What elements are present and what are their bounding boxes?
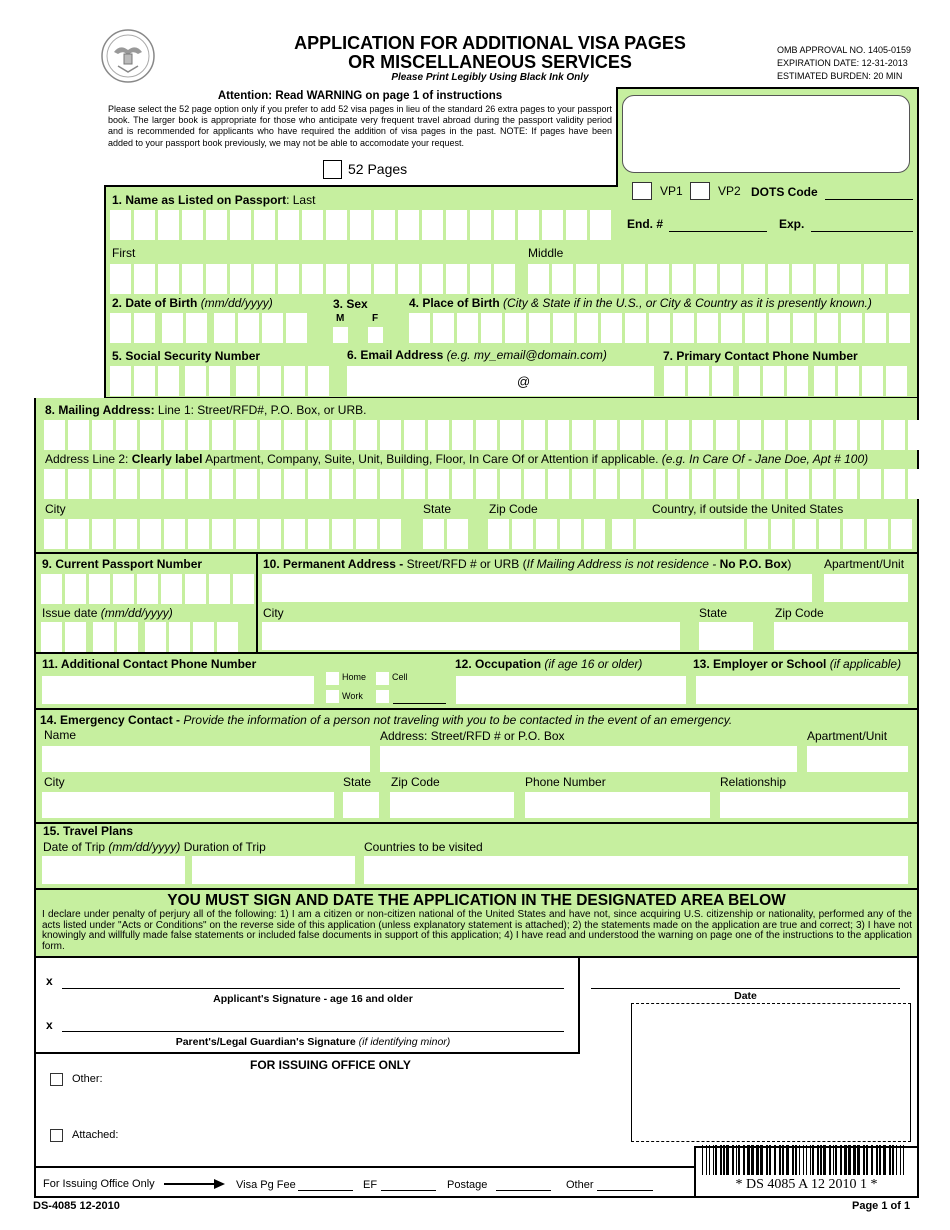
- other-fee-label: Other: [566, 1179, 594, 1191]
- divider-15: [34, 822, 919, 824]
- expiry-label: Exp.: [779, 217, 805, 231]
- dob-input[interactable]: [110, 313, 307, 343]
- fee-divider: [34, 1166, 694, 1168]
- home-label: Home: [342, 672, 367, 682]
- state-department-seal: [100, 28, 156, 84]
- divider-11: [34, 652, 919, 654]
- sig-divider: [578, 958, 580, 1054]
- page-number: Page 1 of 1: [852, 1200, 911, 1212]
- emergency-state-label: State: [343, 775, 372, 789]
- emergency-address-input[interactable]: [380, 746, 797, 772]
- office-photo-top: [631, 1003, 911, 1004]
- mailing-line1-input[interactable]: [44, 420, 929, 450]
- office-photo-box: [631, 1004, 911, 1142]
- applicant-signature-line[interactable]: [62, 988, 564, 989]
- other-phone-checkbox[interactable]: [376, 690, 389, 703]
- permanent-zip-input[interactable]: [774, 622, 908, 650]
- visa-fee-line[interactable]: [298, 1190, 353, 1191]
- form-title: APPLICATION FOR ADDITIONAL VISA PAGES OR MISCELLANEOUS SERVICES: [294, 33, 686, 72]
- emergency-name-label: Name: [44, 728, 77, 742]
- travel-plans-label: 15. Travel Plans: [43, 824, 134, 838]
- dots-code-label: DOTS Code: [751, 185, 818, 199]
- mailing-state-label: State: [423, 502, 452, 516]
- vp1-label: VP1: [660, 184, 683, 198]
- passport-number-label: 9. Current Passport Number: [42, 557, 203, 571]
- omb-info: OMB APPROVAL NO. 1405-0159 EXPIRATION DATE: 12-31-2013 ESTIMATED BURDEN: 20 MIN: [777, 45, 912, 81]
- visa-fee-label: Visa Pg Fee: [236, 1179, 296, 1191]
- issue-date-label: Issue date (mm/dd/yyyy): [42, 606, 173, 620]
- additional-phone-label: 11. Additional Contact Phone Number: [42, 657, 257, 671]
- barcode: [700, 1145, 910, 1175]
- work-label: Work: [342, 691, 363, 701]
- issue-date-input[interactable]: [41, 622, 238, 652]
- emergency-phone-label: Phone Number: [525, 775, 606, 789]
- ssn-label: 5. Social Security Number: [112, 349, 261, 363]
- permanent-zip-label: Zip Code: [775, 606, 824, 620]
- 52-pages-checkbox[interactable]: [323, 160, 342, 179]
- postage-line[interactable]: [496, 1190, 551, 1191]
- first-name-input[interactable]: [110, 264, 515, 294]
- permanent-state-input[interactable]: [699, 622, 753, 650]
- emergency-apt-label: Apartment/Unit: [807, 729, 888, 743]
- sig-x-2: x: [46, 1018, 53, 1032]
- first-name-label: First: [112, 246, 136, 260]
- sex-f-checkbox[interactable]: [368, 327, 383, 343]
- emergency-city-label: City: [44, 775, 65, 789]
- sig-x-1: x: [46, 974, 53, 988]
- notice-title: Attention: Read WARNING on page 1 of instructions: [217, 90, 503, 102]
- guardian-signature-line[interactable]: [62, 1031, 564, 1032]
- mailing-line2-input[interactable]: [44, 469, 929, 499]
- notice-text: Please select the 52 page option only if you prefer to add 52 visa pages in lieu of the standard 26 extra pages to your passport book. The larger book is appropriate for those who anticipate very frequent travel abroad during the passport validity period and is recommended for applicants who have required the addition of visa pages in the past. NOTE: If pages have been added to your passport book previously, we may not be able to accomodate your request.: [108, 104, 612, 148]
- sex-f-label: F: [372, 313, 379, 324]
- email-input[interactable]: [347, 366, 654, 396]
- cell-checkbox[interactable]: [376, 672, 389, 685]
- mailing-city-input[interactable]: [44, 519, 401, 549]
- passport-number-input[interactable]: [41, 574, 254, 604]
- sex-m-label: M: [336, 313, 345, 324]
- arrow-right-icon: [164, 1178, 226, 1190]
- ef-label: EF: [363, 1179, 378, 1191]
- emergency-zip-input[interactable]: [390, 792, 514, 818]
- mailing-line2-label: Address Line 2: Clearly label Apartment, Company, Suite, Unit, Building, Floor, In Care Of or Attention if applicable. (e.g. In Care Of - Jane Doe, Apt # 100): [45, 452, 869, 466]
- form-number: DS-4085 12-2010: [33, 1200, 120, 1212]
- mailing-label: 8. Mailing Address: Line 1: Street/RFD#, P.O. Box, or URB.: [45, 403, 367, 417]
- sig-bottom: [34, 1052, 580, 1054]
- permanent-city-input[interactable]: [262, 622, 680, 650]
- phone-input[interactable]: [664, 366, 907, 396]
- bottom-border: [34, 1196, 919, 1198]
- employer-label: 13. Employer or School (if applicable): [693, 657, 902, 671]
- name-label: 1. Name as Listed on Passport: Last: [112, 193, 316, 207]
- expiry-line[interactable]: [811, 231, 913, 232]
- dob-label: 2. Date of Birth (mm/dd/yyyy): [112, 296, 273, 310]
- form-subtitle: Please Print Legibly Using Black Ink Only: [391, 72, 589, 83]
- sex-m-checkbox[interactable]: [333, 327, 348, 343]
- trip-duration-input[interactable]: [192, 856, 355, 884]
- endorsement-label: End. #: [627, 217, 664, 231]
- emergency-name-input[interactable]: [42, 746, 370, 772]
- additional-phone-input[interactable]: [42, 676, 314, 704]
- mailing-city-label: City: [45, 502, 66, 516]
- countries-input[interactable]: [364, 856, 908, 884]
- fee-row-label: For Issuing Office Only: [43, 1178, 155, 1190]
- emergency-label: 14. Emergency Contact - Provide the information of a person not traveling with you to be contacted in the event of an emergency.: [40, 713, 733, 727]
- date-line[interactable]: [591, 988, 900, 989]
- emergency-relationship-label: Relationship: [720, 775, 787, 789]
- sex-label: 3. Sex: [333, 297, 368, 311]
- permanent-street-input[interactable]: [262, 574, 812, 602]
- other-fee-line[interactable]: [597, 1190, 653, 1191]
- attached-label: Attached:: [72, 1129, 119, 1141]
- pob-input[interactable]: [409, 313, 910, 343]
- permanent-city-label: City: [263, 606, 284, 620]
- emergency-phone-input[interactable]: [525, 792, 710, 818]
- employer-input[interactable]: [696, 676, 908, 704]
- barcode-text: * DS 4085 A 12 2010 1 *: [735, 1177, 878, 1192]
- office-photo-bottom: [631, 1141, 911, 1142]
- occupation-input[interactable]: [456, 676, 686, 704]
- emergency-apt-input[interactable]: [807, 746, 908, 772]
- ssn-input[interactable]: [110, 366, 329, 396]
- phone-label: 7. Primary Contact Phone Number: [663, 349, 858, 363]
- date-label: Date: [734, 990, 757, 1002]
- countries-label: Countries to be visited: [364, 840, 483, 854]
- other-label: Other:: [72, 1073, 103, 1085]
- trip-date-input[interactable]: [42, 856, 185, 884]
- permanent-apt-label: Apartment/Unit: [824, 557, 905, 571]
- occupation-label: 12. Occupation (if age 16 or older): [455, 657, 643, 671]
- trip-date-label: Date of Trip (mm/dd/yyyy) Duration of Trip: [43, 840, 266, 854]
- cell-label: Cell: [392, 672, 408, 682]
- mailing-country-input[interactable]: [651, 519, 912, 549]
- permanent-state-label: State: [699, 606, 728, 620]
- work-checkbox[interactable]: [326, 690, 339, 703]
- ef-line[interactable]: [381, 1190, 436, 1191]
- divider-14: [34, 708, 919, 710]
- home-checkbox[interactable]: [326, 672, 339, 685]
- emergency-zip-label: Zip Code: [391, 775, 440, 789]
- emergency-relationship-input[interactable]: [720, 792, 908, 818]
- mailing-zip-label: Zip Code: [489, 502, 538, 516]
- email-at-sign: @: [517, 374, 531, 389]
- email-label: 6. Email Address (e.g. my_email@domain.com): [347, 348, 607, 362]
- divider-9: [34, 552, 919, 554]
- issuing-office-title: FOR ISSUING OFFICE ONLY: [250, 1058, 411, 1072]
- postage-label: Postage: [447, 1179, 488, 1191]
- vp1-checkbox[interactable]: [632, 182, 652, 200]
- mailing-state-input[interactable]: [423, 519, 468, 549]
- applicant-signature-label: Applicant's Signature - age 16 and older: [213, 993, 413, 1005]
- emergency-address-label: Address: Street/RFD # or P.O. Box: [380, 729, 565, 743]
- emergency-state-input[interactable]: [343, 792, 379, 818]
- pob-label: 4. Place of Birth (City & State if in the U.S., or City & Country as it is presently known.): [409, 296, 872, 310]
- mailing-country-label: Country, if outside the United States: [652, 502, 844, 516]
- left-border: [34, 956, 36, 1196]
- vp2-label: VP2: [718, 184, 741, 198]
- middle-name-label: Middle: [528, 246, 564, 260]
- endorsement-line[interactable]: [669, 231, 767, 232]
- guardian-signature-label: Parent's/Legal Guardian's Signature (if identifying minor): [175, 1036, 451, 1048]
- divider-9-10: [256, 552, 258, 652]
- vp2-checkbox[interactable]: [690, 182, 710, 200]
- last-name-input[interactable]: [110, 210, 611, 240]
- middle-name-input[interactable]: [528, 264, 909, 294]
- permanent-apt-input[interactable]: [824, 574, 908, 602]
- dots-code-line[interactable]: [825, 199, 913, 200]
- declaration-text: I declare under penalty of perjury all of the following: 1) I am a citizen or non-citizen national of the United States and have not, since acquiring U.S. citizenship or nationality, performed any of the acts listed under "Acts or Conditions" on the reverse side of this application (unless explanatory statement is attached); 2) the statements made on the application are true and correct; 3) I have not knowingly and willfully made false statements or included false documents in support of this application; 4) I have read and understood the warning on page one of the instructions to the application form.: [42, 909, 912, 952]
- 52-pages-label: 52 Pages: [348, 161, 408, 177]
- emergency-city-input[interactable]: [42, 792, 334, 818]
- permanent-address-label: 10. Permanent Address - Street/RFD # or URB (If Mailing Address is not residence - No P.O. Box): [263, 557, 792, 571]
- attached-checkbox[interactable]: [50, 1129, 63, 1142]
- other-checkbox[interactable]: [50, 1073, 63, 1086]
- other-phone-line[interactable]: [393, 703, 446, 704]
- sign-title: YOU MUST SIGN AND DATE THE APPLICATION IN THE DESIGNATED AREA BELOW: [167, 892, 786, 909]
- office-stamp-box: [622, 95, 910, 173]
